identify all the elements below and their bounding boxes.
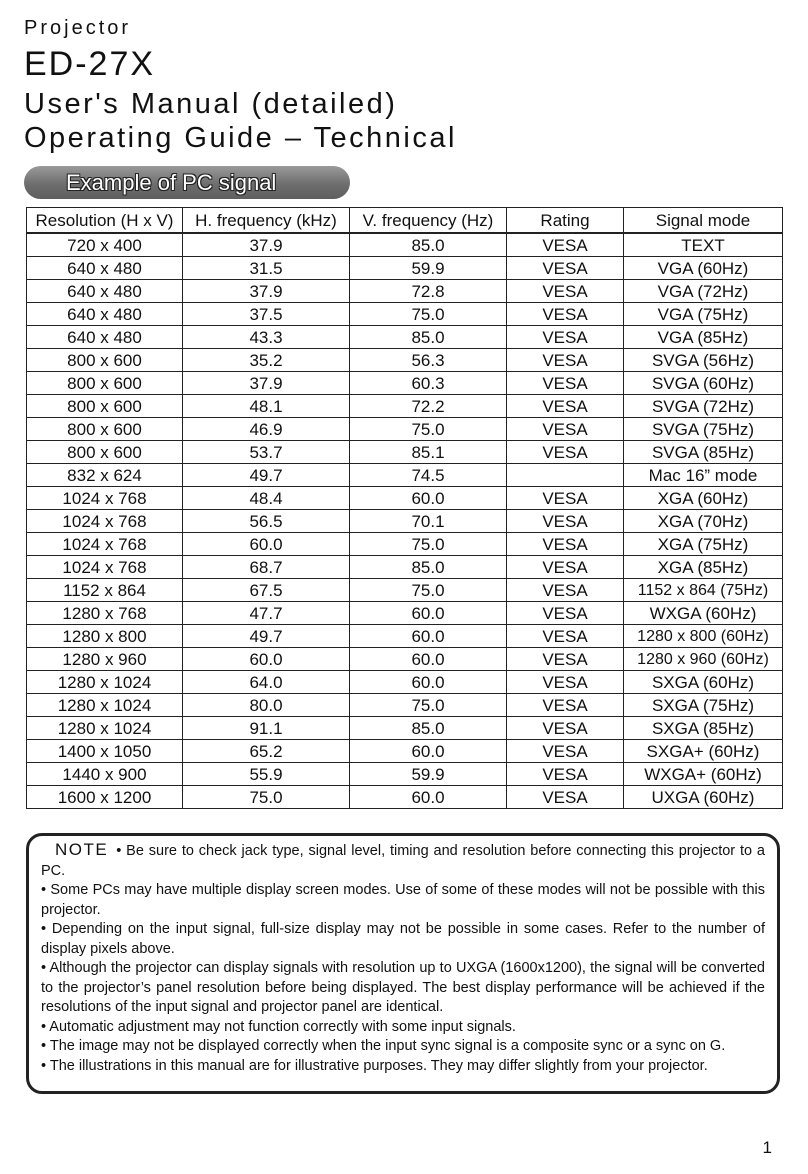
table-row [27, 533, 783, 556]
document-header [24, 14, 457, 154]
table-cell: 1280 x 800 [27, 625, 183, 648]
table-cell: 720 x 400 [27, 233, 183, 257]
table-cell: VESA [507, 763, 624, 786]
table-cell: 800 x 600 [27, 418, 183, 441]
table-cell: 75.0 [350, 694, 507, 717]
table-cell: 1152 x 864 [27, 579, 183, 602]
table-row [27, 763, 783, 786]
table-cell: 1024 x 768 [27, 556, 183, 579]
table-cell: 48.4 [183, 487, 350, 510]
table-cell: VESA [507, 602, 624, 625]
table-row [27, 372, 783, 395]
table-cell: VESA [507, 349, 624, 372]
table-cell: VESA [507, 579, 624, 602]
table-cell: 800 x 600 [27, 441, 183, 464]
table-cell: VESA [507, 395, 624, 418]
table-cell: 1600 x 1200 [27, 786, 183, 809]
table-cell: VESA [507, 556, 624, 579]
table-cell: SVGA (56Hz) [624, 349, 783, 372]
section-title [24, 166, 350, 199]
table-cell: 47.7 [183, 602, 350, 625]
table-cell: 91.1 [183, 717, 350, 740]
table-cell: VESA [507, 418, 624, 441]
table-cell: VGA (85Hz) [624, 326, 783, 349]
table-cell: 1152 x 864 (75Hz) [624, 579, 783, 602]
table-row [27, 395, 783, 418]
table-cell: 85.0 [350, 326, 507, 349]
table-cell: XGA (60Hz) [624, 487, 783, 510]
table-cell: SVGA (75Hz) [624, 418, 783, 441]
table-cell: XGA (75Hz) [624, 533, 783, 556]
table-cell [507, 464, 624, 487]
table-body [27, 233, 783, 809]
page-number: 1 [762, 1138, 772, 1157]
table-cell: 640 x 480 [27, 280, 183, 303]
table-cell: VESA [507, 717, 624, 740]
table-cell: 67.5 [183, 579, 350, 602]
table-row [27, 556, 783, 579]
table-cell: 60.0 [350, 602, 507, 625]
table-row [27, 648, 783, 671]
note-item: • Automatic adjustment may not function correctly with some input signals. [41, 1018, 516, 1035]
table-cell: 1280 x 1024 [27, 717, 183, 740]
table-cell: 49.7 [183, 625, 350, 648]
note-item: • Some PCs may have multiple display screen modes. Use of some of these modes will not be possible with this projector. [41, 882, 765, 918]
table-cell: VGA (72Hz) [624, 280, 783, 303]
table-cell: 1440 x 900 [27, 763, 183, 786]
table-cell: 800 x 600 [27, 372, 183, 395]
table-row [27, 579, 783, 602]
table-row [27, 418, 783, 441]
table-cell: VESA [507, 625, 624, 648]
table-cell: 75.0 [350, 418, 507, 441]
table-cell: 74.5 [350, 464, 507, 487]
table-cell: 60.0 [350, 740, 507, 763]
table-cell: 59.9 [350, 257, 507, 280]
table-cell: 37.9 [183, 372, 350, 395]
manual-title: User's Manual (detailed) [24, 88, 398, 120]
table-cell: WXGA (60Hz) [624, 602, 783, 625]
table-cell: VESA [507, 786, 624, 809]
table-cell: 75.0 [350, 579, 507, 602]
table-row [27, 510, 783, 533]
table-cell: SVGA (85Hz) [624, 441, 783, 464]
column-header: H. frequency (kHz) [183, 208, 350, 234]
table-cell: 60.3 [350, 372, 507, 395]
table-row [27, 740, 783, 763]
table-cell: 56.5 [183, 510, 350, 533]
table-cell: 31.5 [183, 257, 350, 280]
table-cell: VESA [507, 648, 624, 671]
table-cell: 60.0 [350, 671, 507, 694]
table-cell: VESA [507, 671, 624, 694]
table-cell: VESA [507, 372, 624, 395]
table-cell: 1400 x 1050 [27, 740, 183, 763]
table-cell: 49.7 [183, 464, 350, 487]
table-cell: 65.2 [183, 740, 350, 763]
note-item: • Although the projector can display signals with resolution up to UXGA (1600x1200), the signal will be converted to the projector’s panel resolution before being displayed. The best display performance will be achieved if the resolutions of the input signal and projector panel are identical. [41, 960, 765, 1015]
table-cell: WXGA+ (60Hz) [624, 763, 783, 786]
table-cell: VESA [507, 740, 624, 763]
product-label: Projector [24, 17, 132, 39]
table-cell: 56.3 [350, 349, 507, 372]
table-cell: 85.1 [350, 441, 507, 464]
table-cell: 46.9 [183, 418, 350, 441]
table-cell: 640 x 480 [27, 303, 183, 326]
table-cell: 75.0 [350, 303, 507, 326]
table-row [27, 487, 783, 510]
table-cell: 85.0 [350, 556, 507, 579]
pc-signal-table [26, 207, 783, 809]
table-cell: 800 x 600 [27, 395, 183, 418]
table-cell: 1280 x 768 [27, 602, 183, 625]
table-cell: 48.1 [183, 395, 350, 418]
table-cell: TEXT [624, 233, 783, 257]
table-cell: SXGA+ (60Hz) [624, 740, 783, 763]
table-cell: SVGA (60Hz) [624, 372, 783, 395]
table-cell: VESA [507, 303, 624, 326]
table-row [27, 464, 783, 487]
table-cell: VESA [507, 694, 624, 717]
table-cell: XGA (85Hz) [624, 556, 783, 579]
table-cell: 37.9 [183, 233, 350, 257]
table-header-row [27, 208, 783, 234]
table-row [27, 786, 783, 809]
table-cell: 60.0 [183, 533, 350, 556]
table-cell: 60.0 [350, 648, 507, 671]
table-row [27, 441, 783, 464]
table-cell: 1280 x 1024 [27, 694, 183, 717]
table-cell: VESA [507, 233, 624, 257]
table-cell: UXGA (60Hz) [624, 786, 783, 809]
table-cell: 35.2 [183, 349, 350, 372]
table-cell: 59.9 [350, 763, 507, 786]
table-cell: VESA [507, 533, 624, 556]
note-label: NOTE [55, 840, 109, 859]
note-item: • The image may not be displayed correctly when the input sync signal is a composite sync or a sync on G. [41, 1038, 726, 1054]
table-row [27, 625, 783, 648]
table-cell: VGA (60Hz) [624, 257, 783, 280]
table-cell: VESA [507, 487, 624, 510]
note-item [41, 840, 765, 881]
guide-title: Operating Guide – Technical [24, 122, 457, 154]
table-cell: Mac 16” mode [624, 464, 783, 487]
table-cell: 832 x 624 [27, 464, 183, 487]
table-cell: 85.0 [350, 717, 507, 740]
note-box [26, 833, 780, 1094]
table-cell: 43.3 [183, 326, 350, 349]
table-cell: 1280 x 800 (60Hz) [624, 625, 783, 648]
table-cell: 53.7 [183, 441, 350, 464]
table-cell: 60.0 [350, 786, 507, 809]
table-cell: VESA [507, 326, 624, 349]
section-title-text: Example of PC signal [66, 170, 277, 195]
table-cell: SVGA (72Hz) [624, 395, 783, 418]
table-row [27, 257, 783, 280]
table-cell: 37.9 [183, 280, 350, 303]
table-cell: 72.2 [350, 395, 507, 418]
table-cell: 60.0 [350, 625, 507, 648]
table-cell: SXGA (60Hz) [624, 671, 783, 694]
table-cell: 85.0 [350, 233, 507, 257]
table-row [27, 233, 783, 257]
table-row [27, 602, 783, 625]
table-cell: 1024 x 768 [27, 510, 183, 533]
table-cell: 75.0 [350, 533, 507, 556]
column-header: Resolution (H x V) [27, 208, 183, 234]
table-cell: 60.0 [350, 487, 507, 510]
table-cell: VESA [507, 441, 624, 464]
table-row [27, 717, 783, 740]
table-cell: 1280 x 960 [27, 648, 183, 671]
column-header: V. frequency (Hz) [350, 208, 507, 234]
table-cell: 60.0 [183, 648, 350, 671]
table-row [27, 349, 783, 372]
table-cell: 1024 x 768 [27, 533, 183, 556]
note-item: • Depending on the input signal, full-size display may not be possible in some cases. Refer to the number of display pixels above. [41, 921, 765, 957]
table-cell: VESA [507, 510, 624, 533]
table-cell: SXGA (75Hz) [624, 694, 783, 717]
table-cell: 1024 x 768 [27, 487, 183, 510]
table-cell: 37.5 [183, 303, 350, 326]
table-cell: 70.1 [350, 510, 507, 533]
table-row [27, 303, 783, 326]
table-row [27, 671, 783, 694]
table-cell: 80.0 [183, 694, 350, 717]
table-cell: 75.0 [183, 786, 350, 809]
table-cell: 640 x 480 [27, 257, 183, 280]
note-text: • Be sure to check jack type, signal level, timing and resolution before connecting this projector to a PC. [41, 843, 765, 879]
model-title: ED-27X [24, 45, 156, 83]
column-header: Rating [507, 208, 624, 234]
table-row [27, 694, 783, 717]
table-cell: 800 x 600 [27, 349, 183, 372]
table-cell: 64.0 [183, 671, 350, 694]
table-cell: 1280 x 960 (60Hz) [624, 648, 783, 671]
table-row [27, 326, 783, 349]
table-cell: SXGA (85Hz) [624, 717, 783, 740]
column-header: Signal mode [624, 208, 783, 234]
table-cell: 55.9 [183, 763, 350, 786]
table-cell: 68.7 [183, 556, 350, 579]
table-cell: XGA (70Hz) [624, 510, 783, 533]
table-cell: 640 x 480 [27, 326, 183, 349]
table-cell: VESA [507, 257, 624, 280]
table-row [27, 280, 783, 303]
note-item: • The illustrations in this manual are for illustrative purposes. They may differ slightly from your projector. [41, 1057, 708, 1074]
table-cell: 1280 x 1024 [27, 671, 183, 694]
table-cell: 72.8 [350, 280, 507, 303]
table-cell: VESA [507, 280, 624, 303]
table-cell: VGA (75Hz) [624, 303, 783, 326]
